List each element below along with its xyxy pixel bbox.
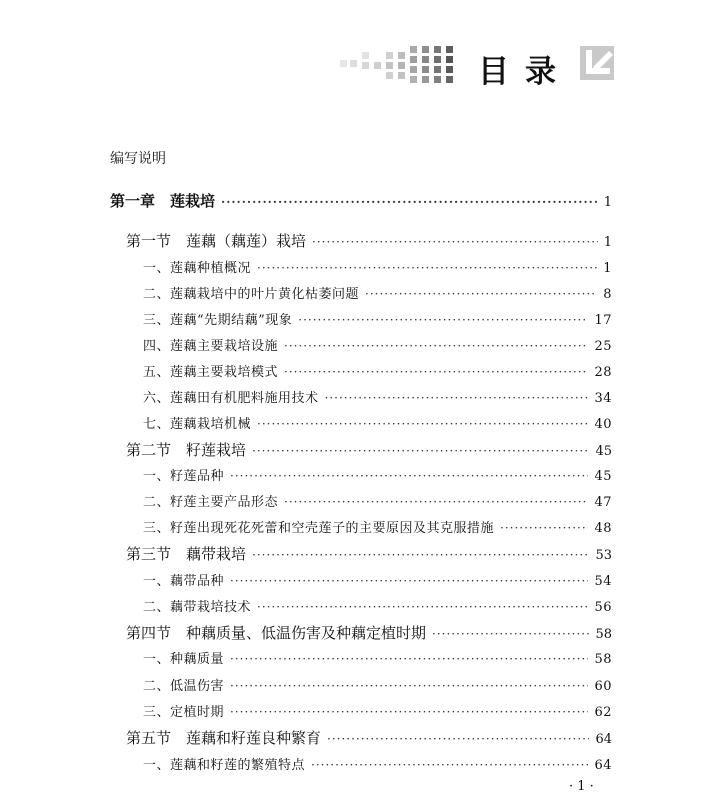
arrow-corner-icon xyxy=(580,46,614,80)
toc-entry-title: 一、籽莲品种 xyxy=(143,469,225,484)
toc-entry-title: 二、低温伤害 xyxy=(143,679,225,694)
toc-item[interactable] xyxy=(143,754,612,773)
decor-square xyxy=(410,56,417,63)
dot-leader xyxy=(284,365,588,379)
decor-square xyxy=(422,66,429,73)
decor-square xyxy=(410,76,417,83)
dot-leader xyxy=(252,444,589,458)
decor-square xyxy=(386,72,393,79)
toc-page-number: 53 xyxy=(595,548,612,563)
toc-entry-title: 三、莲藕“先期结藕”现象 xyxy=(143,313,293,328)
toc-item[interactable] xyxy=(143,517,612,536)
toc-entry-title: 四、莲藕主要栽培设施 xyxy=(143,339,279,354)
toc-page-number: 60 xyxy=(594,679,612,694)
decor-square xyxy=(362,52,369,59)
decor-square xyxy=(434,46,441,53)
dot-leader xyxy=(257,417,588,431)
dot-leader xyxy=(311,758,588,772)
toc-entry-title: 第三节 藕带栽培 xyxy=(126,545,247,563)
toc-chapter[interactable] xyxy=(110,190,612,211)
toc-section[interactable] xyxy=(126,439,612,460)
toc-item[interactable] xyxy=(143,361,612,380)
page-number: · 1 · xyxy=(569,779,594,794)
toc-entry-title: 五、莲藕主要栽培模式 xyxy=(143,365,279,380)
decor-square xyxy=(434,56,441,63)
decor-square xyxy=(446,76,453,83)
toc-entry-title: 七、莲藕栽培机械 xyxy=(143,417,252,432)
dot-leader xyxy=(230,652,588,666)
toc-entry-title: 第五节 莲藕和籽莲良种繁育 xyxy=(126,729,322,747)
preface-entry[interactable]: 编写说明 xyxy=(110,151,166,167)
toc-entry-title: 二、籽莲主要产品形态 xyxy=(143,495,279,510)
toc-item[interactable] xyxy=(143,283,612,302)
decor-square xyxy=(446,56,453,63)
decor-square xyxy=(446,66,453,73)
dot-leader xyxy=(230,705,588,719)
toc-page-number: 1 xyxy=(603,235,612,250)
toc-item[interactable] xyxy=(143,570,612,589)
toc-entry-title: 六、莲藕田有机肥料施用技术 xyxy=(143,391,319,406)
toc-item[interactable] xyxy=(143,413,612,432)
dot-leader xyxy=(230,679,588,693)
decor-square xyxy=(398,52,405,59)
toc-section[interactable] xyxy=(126,727,612,748)
toc-entry-title: 一、种藕质量 xyxy=(143,652,225,667)
toc-page-number: 54 xyxy=(594,574,612,589)
decor-square xyxy=(374,62,381,69)
dot-leader xyxy=(284,339,588,353)
decor-square xyxy=(398,62,405,69)
dot-leader xyxy=(432,627,589,641)
toc-section[interactable] xyxy=(126,543,612,564)
toc-section[interactable] xyxy=(126,622,612,643)
dot-leader xyxy=(327,732,589,746)
dot-leader xyxy=(252,548,589,562)
decor-square xyxy=(434,66,441,73)
toc-item[interactable] xyxy=(143,491,612,510)
decor-square xyxy=(386,52,393,59)
decor-square xyxy=(398,72,405,79)
toc-item[interactable] xyxy=(143,257,612,276)
decor-square xyxy=(446,46,453,53)
toc-page-number: 34 xyxy=(594,391,612,406)
toc-entry-title: 二、藕带栽培技术 xyxy=(143,600,252,615)
toc-page-number: 40 xyxy=(594,417,612,432)
dot-leader xyxy=(298,313,588,327)
dot-leader xyxy=(230,469,588,483)
toc-page-number: 1 xyxy=(603,195,612,210)
toc-page-number: 25 xyxy=(594,339,612,354)
toc-item[interactable] xyxy=(143,387,612,406)
toc-page-number: 1 xyxy=(603,261,612,276)
toc-page-number: 58 xyxy=(595,627,612,642)
dot-leader xyxy=(257,600,588,614)
dot-leader xyxy=(500,521,588,535)
toc-page-number: 48 xyxy=(594,521,612,536)
toc-section[interactable] xyxy=(126,230,612,251)
dot-leader xyxy=(221,195,598,209)
toc-item[interactable] xyxy=(143,596,612,615)
toc-page-number: 8 xyxy=(603,287,612,302)
decor-square xyxy=(386,62,393,69)
toc-entry-title: 三、定植时期 xyxy=(143,705,225,720)
toc-page-number: 64 xyxy=(594,758,612,773)
toc-item[interactable] xyxy=(143,465,612,484)
toc-page-number: 45 xyxy=(594,469,612,484)
toc-entry-title: 二、莲藕栽培中的叶片黄化枯萎问题 xyxy=(143,287,360,302)
toc-page-number: 28 xyxy=(594,365,612,380)
toc-page-number: 47 xyxy=(594,495,612,510)
dot-leader xyxy=(257,261,597,275)
decor-square xyxy=(340,60,347,67)
toc-entry-title: 第一章 莲栽培 xyxy=(110,192,216,210)
decor-square xyxy=(410,66,417,73)
dot-leader xyxy=(325,391,589,405)
toc-page-number: 45 xyxy=(595,444,612,459)
toc-page-number: 64 xyxy=(595,732,612,747)
toc-item[interactable] xyxy=(143,701,612,720)
toc-page-number: 17 xyxy=(594,313,612,328)
decor-square xyxy=(362,62,369,69)
toc-page-number: 58 xyxy=(594,652,612,667)
toc-page-number: 62 xyxy=(594,705,612,720)
toc-entry-title: 三、籽莲出现死花死蕾和空壳莲子的主要原因及其克服措施 xyxy=(143,521,495,536)
dot-leader xyxy=(365,287,597,301)
toc-page-number: 56 xyxy=(594,600,612,615)
page-title: 目录 xyxy=(478,54,572,90)
toc-item[interactable] xyxy=(143,335,612,354)
decor-square xyxy=(422,46,429,53)
toc-entry-title: 一、莲藕种植概况 xyxy=(143,261,252,276)
page-header xyxy=(0,0,712,110)
decor-square xyxy=(350,60,357,67)
decor-square xyxy=(422,76,429,83)
toc-entry-title: 第四节 种藕质量、低温伤害及种藕定植时期 xyxy=(126,624,427,642)
decor-square xyxy=(434,76,441,83)
toc-entry-title: 第一节 莲藕（藕莲）栽培 xyxy=(126,232,307,250)
decor-square xyxy=(422,56,429,63)
toc-item[interactable] xyxy=(143,675,612,694)
dot-leader xyxy=(230,574,588,588)
toc-entry-title: 第二节 籽莲栽培 xyxy=(126,441,247,459)
decor-square xyxy=(410,46,417,53)
dot-leader xyxy=(284,495,588,509)
dot-leader xyxy=(312,235,598,249)
toc-entry-title: 一、莲藕和籽莲的繁殖特点 xyxy=(143,758,306,773)
toc-entry-title: 一、藕带品种 xyxy=(143,574,225,589)
toc-item[interactable] xyxy=(143,309,612,328)
toc-item[interactable] xyxy=(143,648,612,667)
